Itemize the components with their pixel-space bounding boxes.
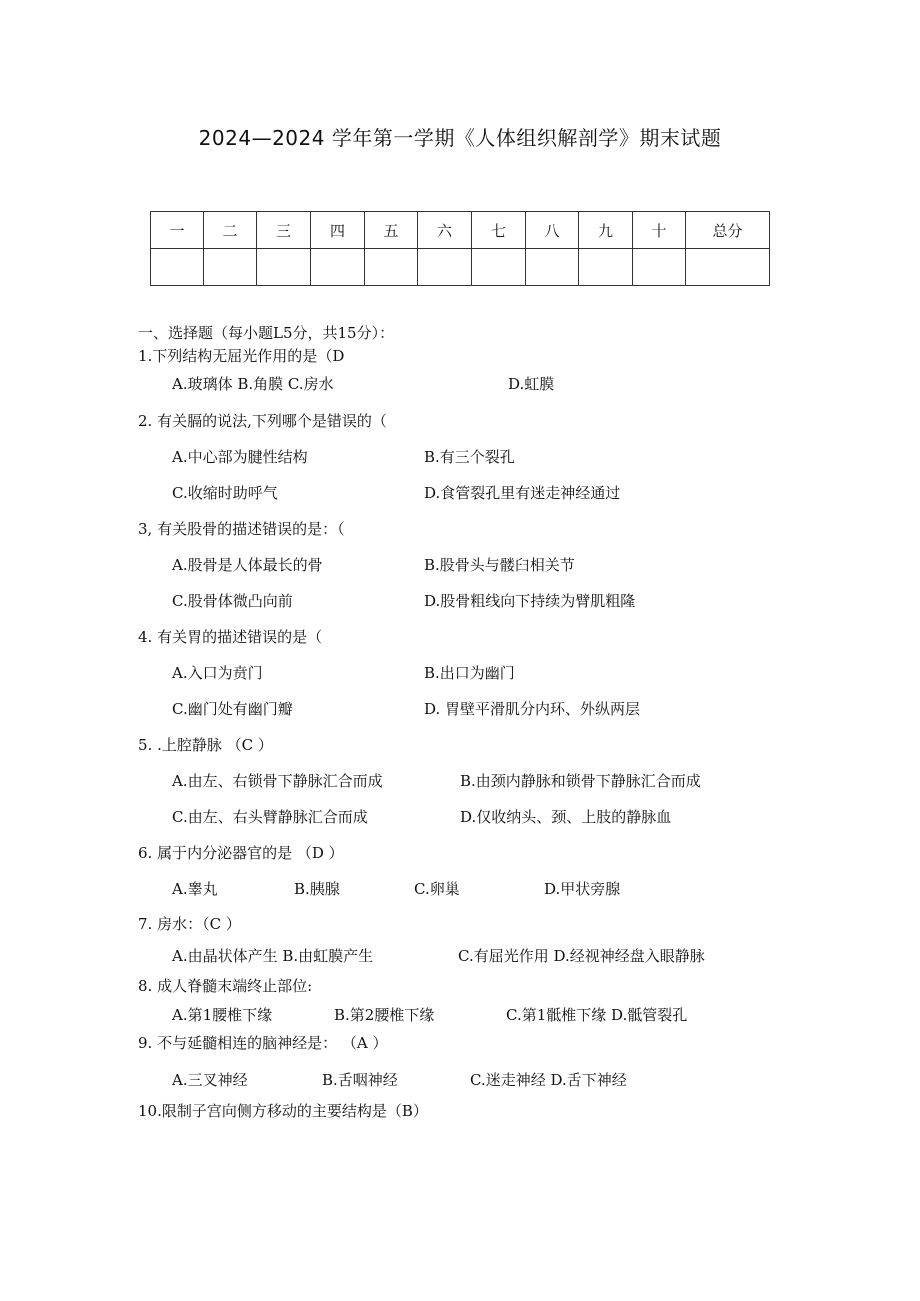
- score-header-cell: 一: [151, 212, 204, 249]
- score-header-cell: 九: [579, 212, 633, 249]
- q5-option-d: D.仅收纳头、颈、上肢的静脉血: [460, 808, 672, 826]
- score-entry-cell[interactable]: [633, 249, 686, 286]
- q8-option-a: A.第1腰椎下缘: [172, 1006, 273, 1024]
- question-6: 6. 属于内分泌器官的是 （D ）: [138, 844, 344, 862]
- question-7: 7. 房水：（C ）: [138, 915, 241, 933]
- score-entry-cell[interactable]: [472, 249, 526, 286]
- q9-option-b: B.舌咽神经: [322, 1071, 398, 1089]
- q9-options-cd: C.迷走神经 D.舌下神经: [470, 1071, 627, 1089]
- q3-option-b: B.股骨头与髅臼相关节: [424, 556, 575, 574]
- q2-option-a: A.中心部为腱性结构: [172, 448, 308, 466]
- score-entry-cell[interactable]: [151, 249, 204, 286]
- q7-options-cd: C.有屈光作用 D.经视神经盘入眼静脉: [458, 947, 705, 965]
- score-header-cell: 六: [418, 212, 472, 249]
- q4-option-a: A.入口为贲门: [172, 664, 263, 682]
- question-4: 4. 有关胃的描述错误的是（: [138, 628, 323, 646]
- q8-options-cd: C.第1骶椎下缘 D.骶管裂孔: [506, 1006, 688, 1024]
- q4-option-c: C.幽门处有幽门瓣: [172, 700, 293, 718]
- score-header-cell: 八: [526, 212, 579, 249]
- question-1: 1.下列结构无屈光作用的是（D: [138, 347, 345, 365]
- score-entry-cell[interactable]: [257, 249, 311, 286]
- question-5: 5. .上腔静脉 （C ）: [138, 736, 273, 754]
- score-header-cell: 三: [257, 212, 311, 249]
- question-10: 10.限制子宫向侧方移动的主要结构是（B）: [138, 1102, 428, 1120]
- question-8: 8. 成人脊髓末端终止部位:: [138, 977, 313, 995]
- q8-option-b: B.第2腰椎下缘: [334, 1006, 435, 1024]
- score-header-cell: 二: [204, 212, 257, 249]
- score-table: [150, 211, 770, 286]
- q4-option-d: D. 胃壁平滑肌分内环、外纵两层: [424, 700, 641, 718]
- q6-option-c: C.卵巢: [414, 880, 460, 898]
- score-entry-cell[interactable]: [579, 249, 633, 286]
- score-header-cell: 十: [633, 212, 686, 249]
- score-table-header-row: [151, 212, 770, 249]
- q5-option-b: B.由颈内静脉和锁骨下静脉汇合而成: [460, 772, 701, 790]
- score-entry-cell[interactable]: [526, 249, 579, 286]
- q6-option-a: A.睾丸: [172, 880, 218, 898]
- q9-option-a: A.三叉神经: [172, 1071, 248, 1089]
- q5-option-c: C.由左、右头臂静脉汇合而成: [172, 808, 368, 826]
- score-entry-cell[interactable]: [204, 249, 257, 286]
- score-entry-cell[interactable]: [311, 249, 365, 286]
- score-header-cell: 五: [365, 212, 418, 249]
- q3-option-a: A.股骨是人体最长的骨: [172, 556, 323, 574]
- score-header-cell: 七: [472, 212, 526, 249]
- q3-option-d: D.股骨粗线向下持续为臂肌粗隆: [424, 592, 636, 610]
- question-9: 9. 不与延髓相连的脑神经是： （A ）: [138, 1034, 388, 1052]
- score-table-entry-row: [151, 249, 770, 286]
- score-entry-cell[interactable]: [365, 249, 418, 286]
- exam-title: 2024—2024 学年第一学期《人体组织解剖学》期末试题: [198, 126, 722, 150]
- q4-option-b: B.出口为幽门: [424, 664, 515, 682]
- q2-option-c: C.收缩时助呼气: [172, 484, 278, 502]
- q1-options-abc: A.玻璃体 B.角膜 C.房水: [172, 375, 334, 393]
- question-3: 3, 有关股骨的描述错误的是：（: [138, 520, 345, 538]
- score-entry-cell[interactable]: [418, 249, 472, 286]
- q1-option-d: D.虹膜: [508, 375, 555, 393]
- q7-options-ab: A.由晶状体产生 B.由虹膜产生: [172, 947, 374, 965]
- score-entry-cell-total[interactable]: [686, 249, 770, 286]
- q2-option-d: D.食管裂孔里有迷走神经通过: [424, 484, 621, 502]
- q6-option-b: B.胰腺: [294, 880, 340, 898]
- q2-option-b: B.有三个裂孔: [424, 448, 515, 466]
- question-2: 2. 有关膈的说法,下列哪个是错误的（: [138, 412, 387, 430]
- score-header-cell-total: 总分: [686, 212, 770, 249]
- score-header-cell: 四: [311, 212, 365, 249]
- q6-option-d: D.甲状旁腺: [544, 880, 621, 898]
- q3-option-c: C.股骨体微凸向前: [172, 592, 293, 610]
- q5-option-a: A.由左、右锁骨下静脉汇合而成: [172, 772, 383, 790]
- section-heading: 一、选择题（每小题L5分，共15分）：: [138, 324, 395, 342]
